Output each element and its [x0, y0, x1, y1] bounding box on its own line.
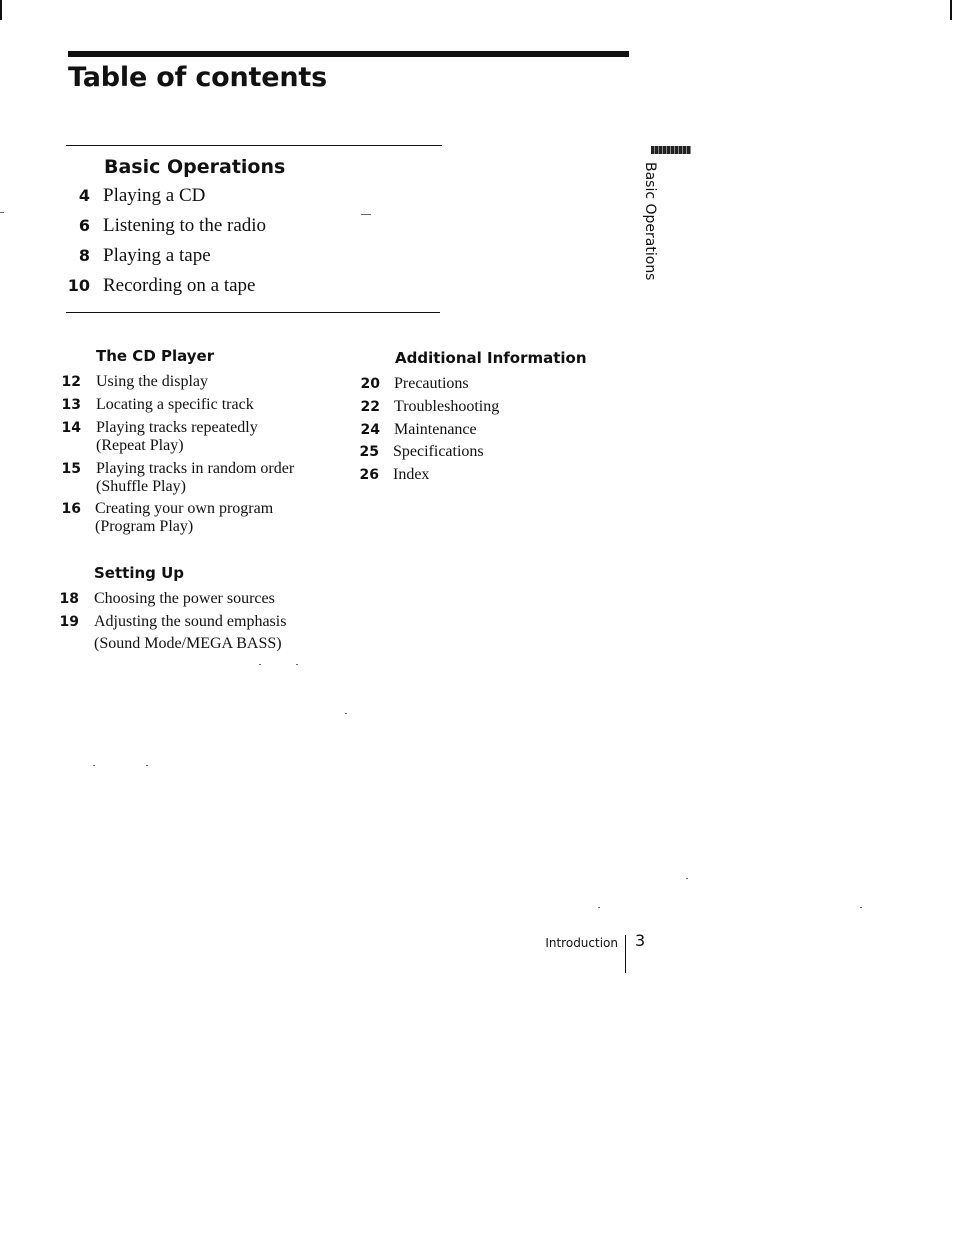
page-title: Table of contents [68, 62, 327, 93]
toc-entry-page: 18 [59, 591, 79, 607]
setting-up-heading: Setting Up [94, 564, 185, 582]
toc-entry-title: Adjusting the sound emphasis [94, 613, 287, 630]
scan-speck [361, 214, 371, 215]
footer-section-label: Introduction [545, 936, 618, 950]
toc-entry-page: 15 [61, 461, 81, 477]
basic-operations-heading: Basic Operations [104, 156, 286, 178]
toc-entry-page: 12 [61, 374, 81, 390]
scan-speck [598, 907, 600, 908]
toc-entry-title: Index [393, 466, 430, 483]
toc-entry-page: 22 [360, 399, 380, 415]
toc-entry-subtitle: (Shuffle Play) [96, 478, 186, 495]
page-number: 3 [635, 931, 646, 950]
scan-speck [146, 765, 148, 766]
right-edge-mark [950, 0, 952, 20]
toc-entry-page: 16 [61, 501, 81, 517]
cd-player-heading: The CD Player [96, 347, 215, 365]
scan-speck [860, 907, 862, 908]
scan-speck [0, 212, 4, 213]
side-tab-label: Basic Operations [642, 162, 658, 281]
scan-speck [93, 765, 95, 766]
scan-speck [259, 664, 261, 665]
side-tab-marker [651, 146, 691, 154]
toc-entry-title: Choosing the power sources [94, 590, 275, 607]
toc-entry-title: Using the display [96, 373, 208, 390]
toc-entry-page: 25 [359, 444, 379, 460]
toc-entry-page: 10 [67, 276, 90, 295]
scan-speck [296, 664, 298, 665]
title-rule [68, 51, 629, 57]
footer-divider [625, 935, 626, 973]
toc-entry-page: 24 [360, 422, 380, 438]
toc-entry-title: Troubleshooting [394, 398, 500, 415]
scan-speck [686, 878, 688, 879]
toc-entry-title: Precautions [394, 375, 469, 392]
toc-entry-title: Specifications [393, 443, 484, 460]
toc-entry-title: Playing tracks in random order [96, 460, 295, 477]
left-edge-mark [0, 0, 2, 20]
toc-entry-page: 6 [78, 216, 90, 235]
toc-entry-title: Maintenance [394, 421, 477, 438]
toc-entry-subtitle: (Program Play) [95, 518, 194, 535]
toc-entry-page: 14 [61, 420, 81, 436]
toc-entry-page: 4 [78, 186, 90, 205]
toc-entry-title: Playing tracks repeatedly [96, 419, 258, 436]
basic-operations-top-rule [66, 145, 442, 146]
toc-entry-subtitle: (Sound Mode/MEGA BASS) [94, 635, 282, 652]
toc-entry-page: 20 [360, 376, 380, 392]
toc-entry-page: 26 [359, 467, 379, 483]
scan-speck [345, 713, 347, 714]
additional-information-heading: Additional Information [395, 349, 587, 367]
toc-entry-page: 8 [78, 246, 90, 265]
toc-entry-page: 19 [59, 614, 79, 630]
toc-entry-title: Creating your own program [95, 500, 274, 517]
toc-entry-title: Playing a CD [103, 185, 206, 206]
toc-entry-subtitle: (Repeat Play) [96, 437, 184, 454]
toc-entry-page: 13 [61, 397, 81, 413]
side-tab [630, 162, 670, 288]
toc-entry-title: Recording on a tape [103, 275, 256, 296]
toc-entry-title: Playing a tape [103, 245, 211, 266]
toc-entry-title: Listening to the radio [103, 215, 267, 236]
toc-entry-title: Locating a specific track [96, 396, 254, 413]
basic-operations-bottom-rule [66, 312, 440, 313]
